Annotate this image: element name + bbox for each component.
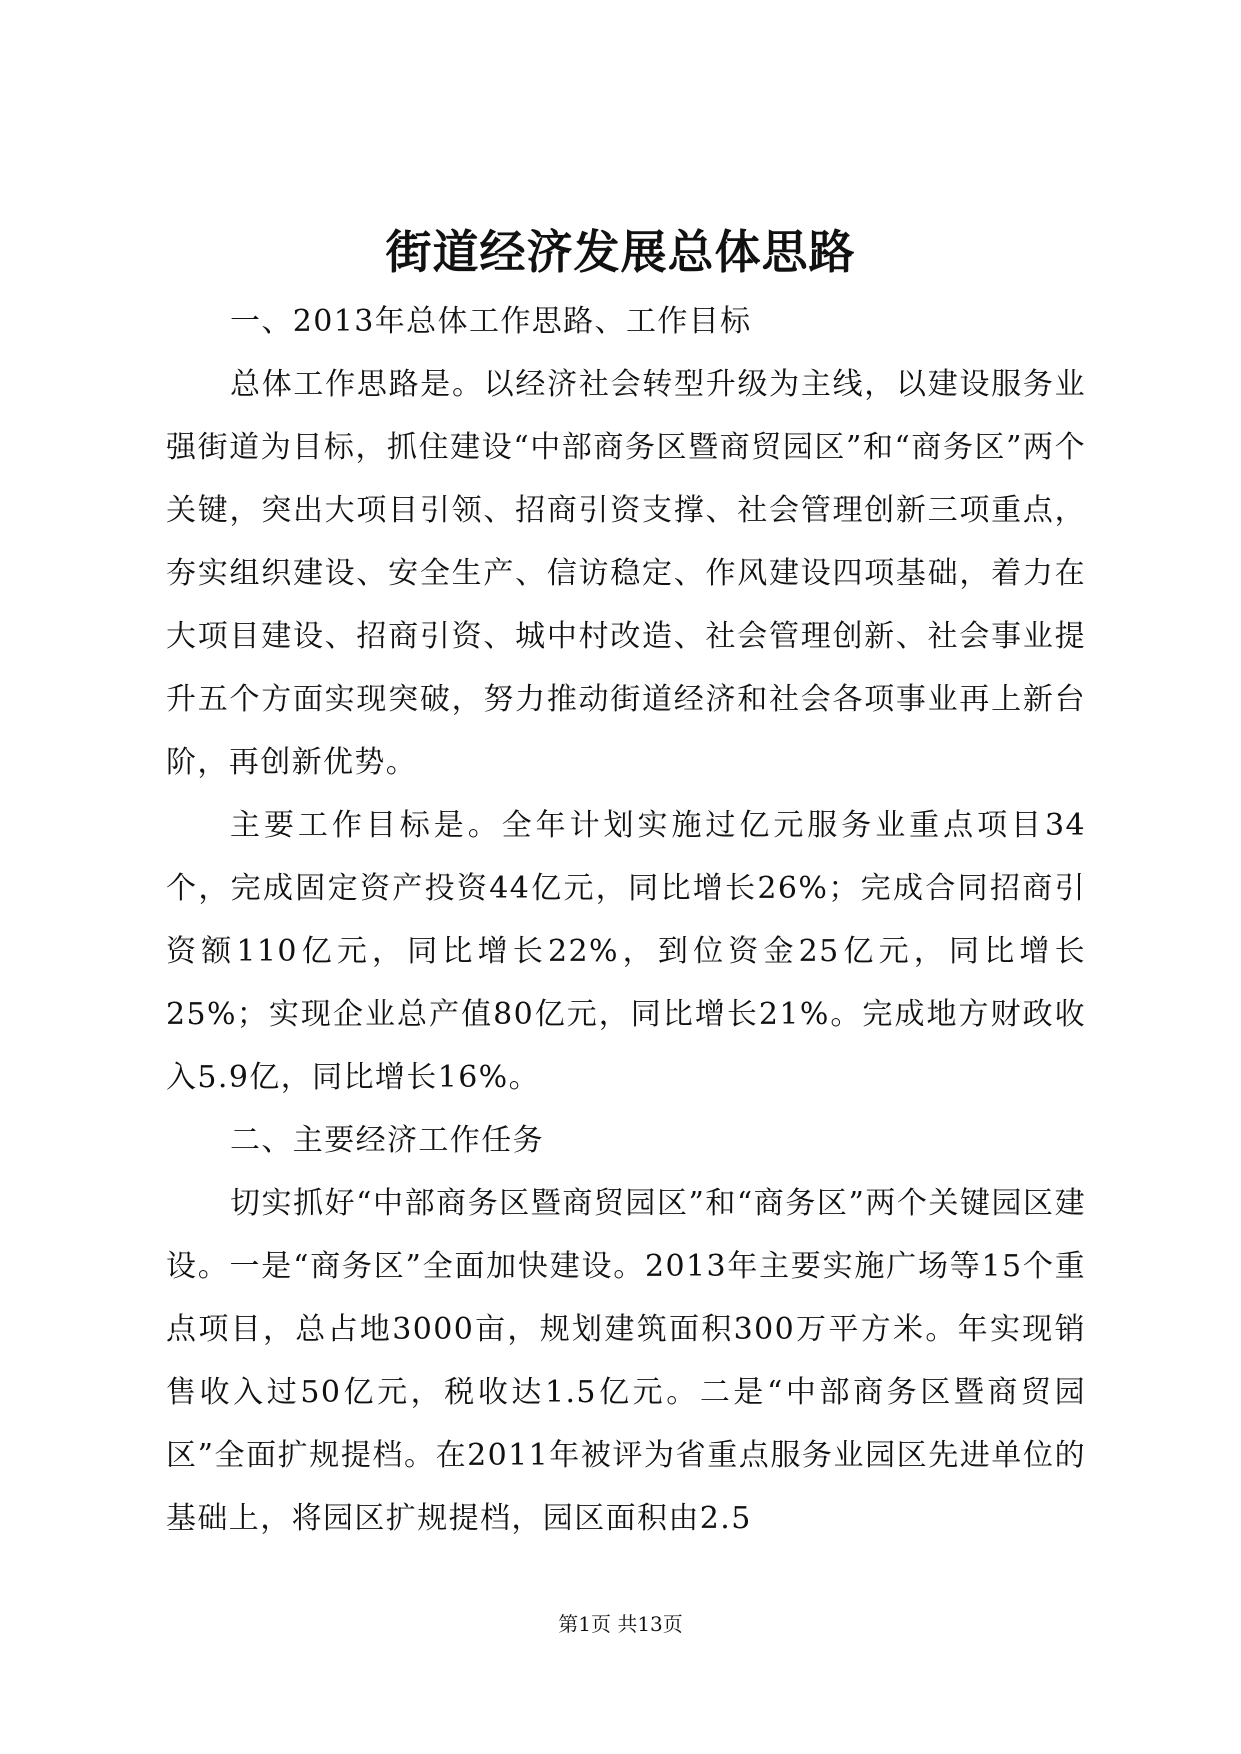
paragraph-key-parks: 切实抓好“中部商务区暨商贸园区”和“商务区”两个关键园区建设。一是“商务区”全面加快建设。2013年主要实施广场等15个重点项目，总占地3000亩，规划建筑面积300万平方米。年实现销售收入过50亿元，税收达1.5亿元。二是“中部商务区暨商贸园区”全面扩规提档。在2011年被评为省重点服务业园区先进单位的基础上，将园区扩规提档，园区面积由2.5 bbox=[166, 1186, 1086, 1536]
document-body bbox=[166, 290, 1086, 1550]
section-heading-2: 二、主要经济工作任务 bbox=[230, 1123, 544, 1158]
paragraph-main-targets: 主要工作目标是。全年计划实施过亿元服务业重点项目34个，完成固定资产投资44亿元，同比增长26%；完成合同招商引资额110亿元，同比增长22%，到位资金25亿元，同比增长25%；实现企业总产值80亿元，同比增长21%。完成地方财政收入5.9亿，同比增长16%。 bbox=[166, 808, 1086, 1095]
paragraph-overall-approach: 总体工作思路是。以经济社会转型升级为主线，以建设服务业强街道为目标，抓住建设“中部商务区暨商贸园区”和“商务区”两个关键，突出大项目引领、招商引资支撑、社会管理创新三项重点，夯实组织建设、安全生产、信访稳定、作风建设四项基础，着力在大项目建设、招商引资、城中村改造、社会管理创新、社会事业提升五个方面实现突破，努力推动街道经济和社会各项事业再上新台阶，再创新优势。 bbox=[166, 367, 1086, 780]
section-heading-1: 一、2013年总体工作思路、工作目标 bbox=[230, 304, 752, 339]
page-number-footer: 第1页 共13页 bbox=[558, 1612, 683, 1636]
document-title: 街道经济发展总体思路 bbox=[385, 225, 856, 279]
